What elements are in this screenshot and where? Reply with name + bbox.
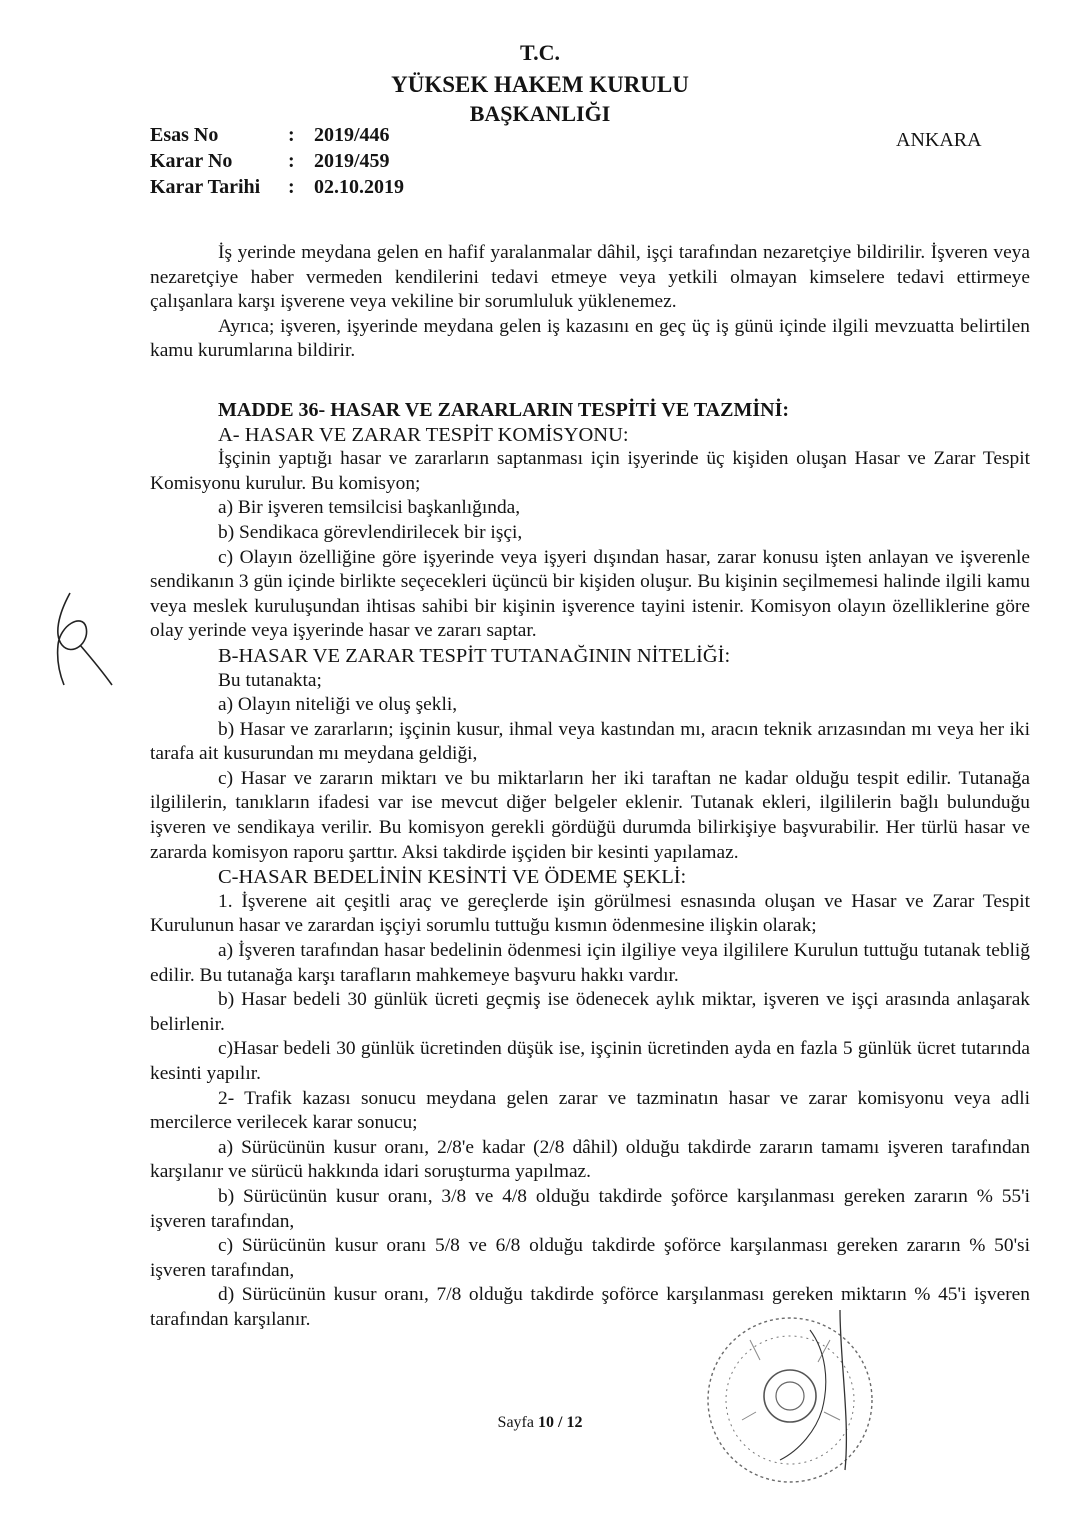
page-total: 12: [566, 1414, 583, 1431]
official-seal-stamp: [690, 1300, 890, 1500]
document-body: [150, 241, 1030, 1333]
tarih-value: 02.10.2019: [314, 176, 404, 198]
intro-paragraph-2: Ayrıca; işveren, işyerinde meydana gelen iş kazasını en geç üç iş günü içinde ilgili mevzuatta belirtilen kamu kurumlarına bildirir.: [150, 315, 1030, 362]
tarih-colon: :: [288, 176, 295, 198]
section-c-title: C-HASAR BEDELİNİN KESİNTİ VE ÖDEME ŞEKLİ:: [218, 866, 687, 889]
section-c-item-1: 1. İşverene ait çeşitli araç ve gereçlerde işin görülmesi esnasında oluşan ve Hasar ve Zarar Tespit Kurulunun hasar ve zarardan işçiyi sorumlu tuttuğu kısmın ödenmesine ilişkin olarak;: [150, 890, 1030, 937]
case-meta: [150, 122, 404, 200]
section-c-item-2: 2- Trafik kazası sonucu meydana gelen zarar ve tazminatın hasar ve zarar komisyonu veya adli mercilerce verilecek karar sonucu;: [150, 1087, 1030, 1134]
tarih-row: [150, 174, 404, 200]
section-b-title: B-HASAR VE ZARAR TESPİT TUTANAĞININ NİTELİĞİ:: [218, 644, 731, 667]
esas-label: Esas No: [150, 124, 219, 146]
tarih-label: Karar Tarihi: [150, 176, 261, 198]
section-a-intro: İşçinin yaptığı hasar ve zararların saptanması için işyerinde üç kişiden oluşan Hasar ve Zarar Tespit Komisyonu kurulur. Bu komisyon;: [150, 448, 1030, 494]
section-c-item-1b: b) Hasar bedeli 30 günlük ücreti geçmiş ise ödenecek aylık miktar, işveren ve işçi arasında anlaşarak belirlenir.: [150, 989, 1030, 1035]
section-a-title: A- HASAR VE ZARAR TESPİT KOMİSYONU:: [218, 423, 629, 446]
section-a-item-a: a) Bir işveren temsilcisi başkanlığında,: [218, 497, 521, 519]
section-b-item-c: c) Hasar ve zararın miktarı ve bu miktarların her iki taraftan ne kadar olduğu tespit edilir. Tutanağa ilgililerin, tanıkların ifadesi var ise mevcut diğer belgeler eklenir. Tutanak ekleri, ilgililerin bağlı bulunduğu işveren ve sendikaya verilir. Bu komisyon gerekli gördüğü durumda bilirkişiye başvurabilir. Her türlü hasar ve zararda komisyon raporu şarttır. Aksi takdirde işçiden bir kesinti yapılamaz.: [150, 767, 1030, 863]
esas-row: [150, 122, 404, 148]
section-c-item-1a: a) İşveren tarafından hasar bedelinin ödenmesi için ilgiliye veya ilgililere Kurulun tuttuğu tutanak tebliğ edilir. Bu tutanağa karşı tarafların mahkemeye başvuru hakkı vardır.: [150, 940, 1030, 986]
section-c-item-2a: a) Sürücünün kusur oranı, 2/8'e kadar (2/8 dâhil) olduğu takdirde zararın tamamı işveren tarafından karşılanır ve sürücü hakkında idari soruşturma yapılmaz.: [150, 1136, 1030, 1183]
city-label: ANKARA: [896, 129, 982, 151]
header-tc: T.C.: [520, 40, 560, 65]
header-presidency: BAŞKANLIĞI: [469, 101, 611, 126]
karar-row: [150, 148, 404, 174]
section-c-item-2c: c) Sürücünün kusur oranı 5/8 ve 6/8 olduğu takdirde şoförce karşılanması gereken zararın % 50'si işveren tarafından,: [150, 1235, 1030, 1281]
page-number: [0, 1414, 1080, 1432]
esas-colon: :: [288, 124, 295, 146]
section-c-item-2d: d) Sürücünün kusur oranı, 7/8 olduğu takdirde şoförce karşılanması gereken miktarın % 45'i işveren tarafından karşılanır.: [150, 1284, 1030, 1330]
section-a-item-c: c) Olayın özelliğine göre işyerinde veya işyeri dışından hasar, zarar konusu işten anlayan ve işverenle sendikanın 3 gün içinde birlikte seçecekleri üçüncü bir kişiden oluşur. Bu kişinin seçilmemesi halinde ilgili kamu veya meslek kuruluşundan ihtisas sahibi bir kişinin işverence tayini istenir. Komisyon olayın özelliklerine göre olay yerinde veya işyerinde hasar ve zararı saptar.: [150, 546, 1030, 642]
section-b-intro: Bu tutanakta;: [218, 669, 322, 691]
header-institution: YÜKSEK HAKEM KURULU: [391, 72, 689, 97]
intro-paragraph-1: İş yerinde meydana gelen en hafif yaralanmalar dâhil, işçi tarafından nezaretçiye bildirilir. İşveren veya nezaretçiye haber vermeden kendilerini tedavi etmeye veya yetkili olmayan kimselere tedavi ettirmeye çalışanlara karşı işverene veya vekiline bir sorumluluk yüklenemez.: [150, 242, 1030, 313]
karar-value: 2019/459: [314, 150, 390, 172]
handwritten-initial-mark: [40, 585, 120, 695]
section-b-item-b: b) Hasar ve zararların; işçinin kusur, ihmal veya kastından mı, aracın teknik arızasından mı veya her iki tarafa ait kusurundan mı meydana geldiği,: [150, 718, 1030, 765]
esas-value: 2019/446: [314, 124, 390, 146]
section-b-item-a: a) Olayın niteliği ve oluş şekli,: [218, 694, 458, 716]
section-a-item-b: b) Sendikaca görevlendirilecek bir işçi,: [218, 521, 523, 543]
section-c-item-2b: b) Sürücünün kusur oranı, 3/8 ve 4/8 olduğu takdirde şoförce karşılanması gereken zararın % 55'i işveren tarafından,: [150, 1185, 1030, 1232]
article-heading: MADDE 36- HASAR VE ZARARLARIN TESPİTİ VE TAZMİNİ:: [218, 398, 790, 421]
section-c-item-1c: c)Hasar bedeli 30 günlük ücretinden düşük ise, işçinin ücretinden ayda en fazla 5 günlük ücret tutarında kesinti yapılır.: [150, 1038, 1030, 1084]
page-separator: /: [553, 1414, 567, 1431]
karar-colon: :: [288, 150, 295, 172]
page-label: Sayfa: [497, 1414, 534, 1431]
page-current: 10: [537, 1414, 554, 1431]
karar-label: Karar No: [150, 150, 233, 172]
